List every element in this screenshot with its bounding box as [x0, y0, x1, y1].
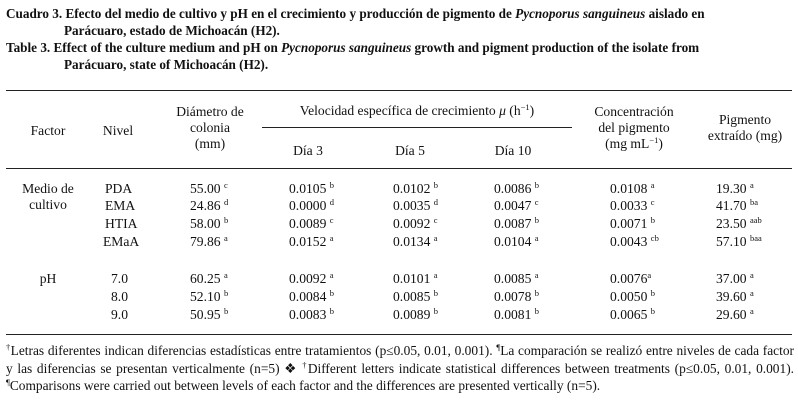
cell-concentracion: 0.0108 $^a$ — [610, 180, 655, 196]
header-concentracion: Concentración del pigmento (mg $mL^{-1}$) — [594, 104, 674, 151]
header-dia5: Día 5 — [395, 143, 425, 158]
cell-diametro: 24.86 $^d$ — [190, 197, 229, 213]
cell-pigmento: 23.50 $^{aab}$ — [716, 215, 762, 231]
cell-pigmento: 19.30 $^a$ — [716, 180, 754, 196]
cell-diametro: 52.10 $^b$ — [190, 288, 229, 304]
cell-dia3: 0.0083 $^b$ — [289, 306, 335, 322]
cell-nivel: 7.0 — [111, 271, 128, 286]
cell-dia3: 0.0089 $^c$ — [289, 215, 334, 231]
caption-es-line2: Parácuaro, estado de Michoacán (H2). — [64, 23, 280, 38]
table-caption — [6, 5, 794, 73]
table-top-rule — [6, 90, 792, 91]
cell-dia10: 0.0104 $^a$ — [494, 233, 539, 249]
caption-en-line1: Table 3. Effect of the culture medium and pH on Pycnoporus sanguineus growth and pigment production of the isolate from — [6, 40, 700, 55]
group-label-medio: Medio de cultivo — [22, 181, 74, 212]
cell-nivel: 8.0 — [111, 289, 128, 304]
header-factor: Factor — [30, 123, 66, 138]
cell-nivel: HTIA — [105, 216, 138, 231]
separator-icon: ❖ — [284, 360, 298, 376]
cell-dia5: 0.0101 $^a$ — [393, 270, 438, 286]
cell-dia5: 0.0089 $^b$ — [393, 306, 439, 322]
cell-nivel: EMaA — [103, 234, 140, 249]
cell-pigmento: 37.00 $^a$ — [716, 270, 754, 286]
cell-dia3: 0.0084 $^b$ — [289, 288, 335, 304]
cell-dia3: 0.0152 $^a$ — [289, 233, 334, 249]
cell-dia10: 0.0047 $^c$ — [494, 197, 539, 213]
cell-concentracion: 0.0071 $^b$ — [610, 215, 656, 231]
cell-dia3: 0.0000 $^d$ — [289, 197, 335, 213]
cell-concentracion: 0.0043 $^{cb}$ — [610, 233, 659, 249]
cell-dia5: 0.0085 $^b$ — [393, 288, 439, 304]
cell-pigmento: 39.60 $^a$ — [716, 288, 754, 304]
table-footnote: †Letras diferentes indican diferencias estadísticas entre tratamientos (p≤0.05, 0.01, 0.001). ¶La comparación se realizó entre niveles de cada factor y las diferencias se presentan verticalmente (n=5) ❖ †Different letters indicate statistical differences between treatments (p≤0.05, 0.01, 0.001). ¶Comparisons were carried out between levels of each factor and the differences are presented vertically (n=5). — [6, 342, 795, 393]
caption-es-line1: Cuadro 3. Efecto del medio de cultivo y pH en el crecimiento y producción de pigmento de Pycnoporus sanguineus aislado en — [6, 6, 705, 21]
velocity-subheader-rule — [262, 127, 572, 128]
header-dia10: Día 10 — [494, 143, 532, 158]
table-bottom-rule — [6, 334, 792, 335]
cell-diametro: 50.95 $^b$ — [190, 306, 229, 322]
cell-diametro: 55.00 $^c$ — [190, 180, 228, 196]
header-pigmento: Pigmento extraído (mg) — [707, 112, 783, 143]
cell-dia10: 0.0086 $^b$ — [494, 180, 540, 196]
cell-concentracion: 0.0065 $^b$ — [610, 306, 656, 322]
cell-dia10: 0.0078 $^b$ — [494, 288, 540, 304]
cell-concentracion: 0.0050 $^b$ — [610, 288, 656, 304]
cell-dia3: 0.0105 $^b$ — [289, 180, 335, 196]
cell-pigmento: 41.70 $^{ba}$ — [716, 197, 759, 213]
header-velocidad: Velocidad específica de crecimiento μ $(h^{-1})$ — [299, 102, 535, 118]
header-nivel: Nivel — [102, 123, 134, 138]
cell-dia10: 0.0087 $^b$ — [494, 215, 540, 231]
cell-dia5: 0.0102 $^b$ — [393, 180, 439, 196]
cell-dia5: 0.0092 $^c$ — [393, 215, 438, 231]
cell-nivel: 9.0 — [111, 307, 128, 322]
caption-en-line2: Parácuaro, state of Michoacán (H2). — [64, 57, 269, 72]
cell-diametro: 79.86 $^a$ — [190, 233, 228, 249]
cell-dia10: 0.0085 $^a$ — [494, 270, 539, 286]
header-bottom-rule — [6, 168, 792, 169]
header-diametro: Diámetro de colonia (mm) — [176, 104, 244, 151]
cell-diametro: 60.25 $^a$ — [190, 270, 228, 286]
cell-concentracion: 0.0033 $^c$ — [610, 197, 655, 213]
cell-concentracion: 0.0076$^a$ — [610, 270, 652, 286]
header-dia3: Día 3 — [293, 143, 323, 158]
cell-dia3: 0.0092 $^a$ — [289, 270, 334, 286]
cell-nivel: EMA — [105, 198, 136, 213]
cell-dia5: 0.0134 $^a$ — [393, 233, 438, 249]
group-label-ph: pH — [39, 271, 57, 286]
cell-nivel: PDA — [105, 181, 133, 196]
cell-pigmento: 57.10 $^{baa}$ — [716, 233, 762, 249]
cell-dia5: 0.0035 $^d$ — [393, 197, 439, 213]
cell-pigmento: 29.60 $^a$ — [716, 306, 754, 322]
cell-diametro: 58.00 $^b$ — [190, 215, 229, 231]
cell-dia10: 0.0081 $^b$ — [494, 306, 540, 322]
